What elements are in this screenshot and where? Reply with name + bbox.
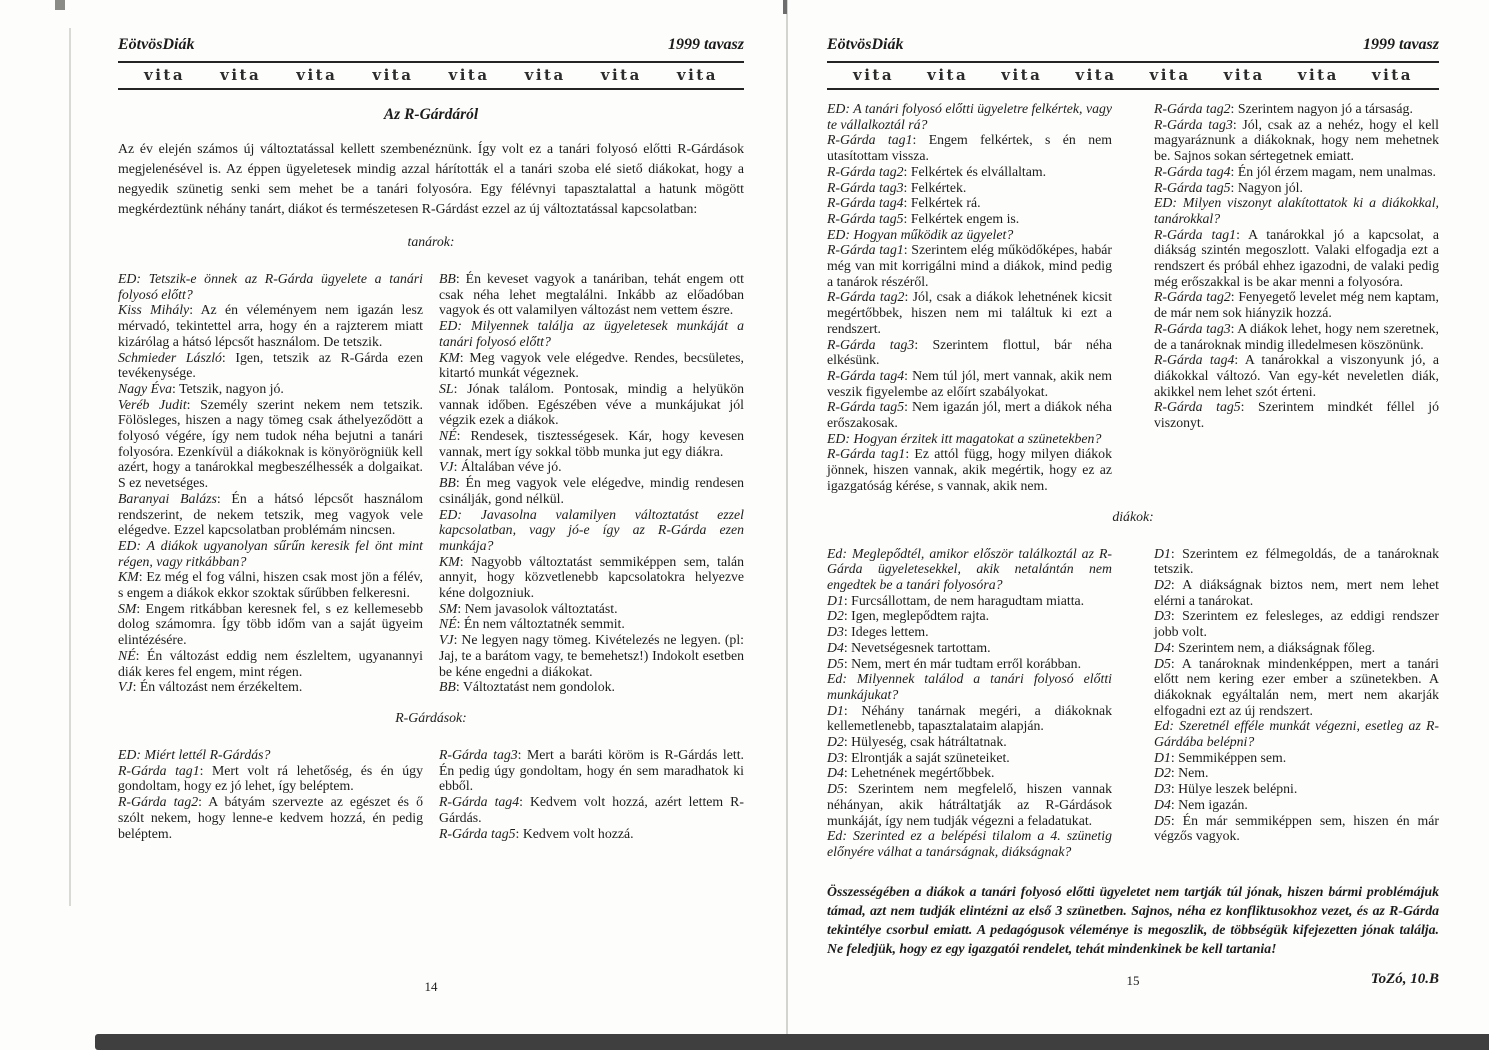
vita-banner-word: vita [1223,66,1265,84]
speaker-name: KM [439,349,460,365]
answer-paragraph: Kiss Mihály: Az én véleményem nem igazán lesz mérvadó, tekintettel arra, hogy én a rajzterem miatt kizárólag a hátsó lépcsőt használom. De tetszik. [118,302,423,349]
speaker-name: R-Gárda tag4 [827,195,904,211]
speaker-name: R-Gárda tag4 [439,794,520,810]
answer-paragraph: R-Gárda tag5: Nem igazán jól, mert a diákok néha erőszakosak. [827,399,1112,431]
speaker-name: D3 [1154,608,1171,624]
rgarda-column-2 [1154,101,1439,494]
speaker-name: BB [439,271,456,286]
vita-banner-word: vita [600,66,642,84]
speaker-name: ED [1154,195,1173,211]
answer-paragraph: R-Gárda tag1: Ez attól függ, hogy milyen diákok jönnek, hiszen vannak, akik megértik, hogy ez az igazgatóság kérése, s vannak, akik nem. [827,446,1112,493]
answer-paragraph: D4: Nevetségesnek tartottam. [827,639,991,655]
vita-banner-word: vita [296,66,338,84]
vita-banner-word: vita [1297,66,1339,84]
page-gutter-tick [783,0,787,14]
answer-paragraph: Nagy Éva: Tetszik, nagyon jó. [118,380,284,396]
question-paragraph: ED: Milyennek találja az ügyeletesek munkáját a tanári folyosó előtt? [439,318,744,349]
question-paragraph: ED: Hogyan érzitek itt magatokat a szünetekben? [827,430,1102,446]
answer-paragraph: D1: Szerintem ez félmegoldás, de a tanároknak tetszik. [1154,545,1439,577]
page-header [118,36,744,54]
vita-banner-word: vita [1075,66,1117,84]
answer-paragraph: BB: Változtatást nem gondolok. [439,679,616,695]
answer-paragraph: VJ: Ne legyen nagy tömeg. Kivételezés ne legyen. (pl: Jaj, te a barátom vagy, te bemehetsz!) Indokolt esetben be kéne engedni a diákokat. [439,632,744,679]
speaker-name: D5 [1154,812,1171,828]
answer-paragraph: D2: Hülyeség, csak hátráltatnak. [827,734,1007,750]
vita-banner-word: vita [1001,66,1043,84]
answer-paragraph: D5: A tanároknak mindenképpen, mert a tanári előtt nem kering ezer ember a szünetekben. A diákoknak egyáltalán nem, mert nem akarják elfogadni ezt az új rendszert. [1154,655,1439,718]
speaker-name: R-Gárda tag4 [1154,352,1235,368]
vita-banner-word: vita [1371,66,1413,84]
speaker-name: R-Gárda tag3 [1154,320,1231,336]
speaker-name: ED [118,746,137,762]
speaker-name: ED [439,506,458,522]
speaker-name: R-Gárda tag1 [827,132,913,148]
answer-paragraph: D4: Szerintem nem, a diákságnak főleg. [1154,639,1376,655]
answer-paragraph: D3: Hülye leszek belépni. [1154,781,1298,797]
speaker-name: D2 [1154,765,1171,781]
speaker-name: NÉ [439,428,457,444]
speaker-name: D4 [827,639,844,655]
page-gutter-line [786,0,788,1034]
speaker-name: BB [439,475,456,491]
answer-paragraph: D3: Ideges lettem. [827,624,929,640]
answer-paragraph: R-Gárda tag2: A bátyám szervezte az egészet és ő szólt nekem, hogy lenne-e kedvem hozzá, én pedig beléptem. [118,794,423,841]
speaker-name: R-Gárda tag5 [439,825,516,841]
speaker-name: D3 [827,624,844,640]
answer-paragraph: R-Gárda tag2: Fenyegető levelet még nem kaptam, de már nem sok hiányzik hozzá. [1154,289,1439,321]
answer-paragraph: R-Gárda tag3: Jól, csak az a nehéz, hogy el kell magyaráznunk a diákoknak, hogy nem mehetnek be. Sajnos sokan sértegetnek emiatt. [1154,116,1439,164]
speaker-name: BB [439,679,456,695]
speaker-name: R-Gárda tag5 [827,399,905,415]
students-columns [827,546,1439,860]
vita-banner-word: vita [676,66,718,84]
article-title: Az R-Gárdáról [383,106,479,123]
students-column-1 [827,546,1112,860]
answer-paragraph: R-Gárda tag5: Nagyon jól. [1154,179,1303,195]
answer-paragraph: D2: Igen, meglepődtem rajta. [827,608,990,624]
speaker-name: R-Gárda tag1 [827,446,906,462]
answer-paragraph: R-Gárda tag3: Mert a baráti köröm is R-Gárdás lett. Én pedig úgy gondoltam, hogy én sem maradhatok ki ebből. [439,746,744,794]
answer-paragraph: VJ: Én változást nem érzékeltem. [118,679,303,695]
speaker-name: R-Gárda tag5 [827,210,904,226]
speaker-name: D4 [1154,639,1171,655]
speaker-name: Ed [1154,718,1170,734]
question-paragraph: Ed: Milyennek találod a tanári folyosó előtti munkájukat? [827,671,1112,702]
answer-paragraph: SL: Jónak találom. Pontosak, mindig a helyükön vannak időben. Egészében véve a munkájukat jól végzik ezek a diákok. [439,380,744,428]
answer-paragraph: NÉ: Én nem változtatnék semmit. [439,616,625,632]
speaker-name: D5 [827,781,844,797]
speaker-name: NÉ [439,616,457,632]
speaker-name: R-Gárda tag1 [827,242,904,258]
answer-paragraph: R-Gárda tag5: Kedvem volt hozzá. [439,825,634,841]
vita-banner [827,61,1439,90]
answer-paragraph: R-Gárda tag1: Engem felkértek, s én nem utasítottam vissza. [827,132,1112,164]
speaker-name: R-Gárda tag2 [1154,289,1231,305]
answer-paragraph: Veréb Judit: Személy szerint nekem nem tetszik. Fölösleges, hiszen a nagy tömeg csak áthelyeződött a folyosó végére, így nem tudok néha bejutni a tanári folyosóra. Ezenkívül a diákoknak is könyörögniük kell azért, hogy a tanárokkal megbeszélhessék a dolgaikat. S ez nevetséges. [118,396,424,491]
speaker-name: SL [439,380,454,396]
answer-paragraph: BB: Én meg vagyok vele elégedve, mindig rendesen csinálják, gond nélkül. [439,475,744,506]
question-paragraph: Ed: Szeretnél efféle munkát végezni, esetleg az R-Gárdába belépni? [1154,718,1439,750]
answer-paragraph: R-Gárda tag1: Mert volt rá lehetőség, és én úgy gondoltam, hogy ez jó lehet, így beléptem. [118,762,423,794]
vita-banner-word: vita [853,66,895,84]
section-heading-rgardasok: R-Gárdások: [395,709,467,725]
issue-date: 1999 tavasz [668,36,744,53]
speaker-name: KM [118,569,139,585]
rgarda-column-2 [439,747,744,841]
speaker-name: ED [827,430,846,446]
vita-banner-word: vita [448,66,490,84]
intro-paragraph: Az év elején számos új változtatással kellett szembenéznünk. Így volt ez a tanári folyosó előtti R-Gárdások megjelenésével is. Az éppen ügyeletesek mindig azzal hárították el a tanári szoba elé siető diákokat, hogy a negyedik szünetig senki sem mehet be a tanári folyosóra. Egy félévnyi tapasztalattal a hatunk mögött megkérdeztünk néhány tanárt, diákot és természetesen R-Gárdást ezzel az új változtatással kapcsolatban: [118,141,744,216]
answer-paragraph: R-Gárda tag2: Felkértek és elvállaltam. [827,163,1047,179]
speaker-name: R-Gárda tag5 [1154,399,1241,415]
speaker-name: Nagy Éva [118,380,173,396]
vita-banner-word: vita [372,66,414,84]
speaker-name: KM [439,553,460,569]
answer-paragraph: R-Gárda tag1: Szerintem elég működőképes, habár még van mit korrigálni mind a diákok, mind pedig a tanárok részéről. [827,242,1112,289]
rgarda-column-1 [827,101,1112,494]
answer-paragraph: R-Gárda tag4: Én jól érzem magam, nem unalmas. [1154,163,1436,179]
answer-paragraph: R-Gárda tag4: Nem túl jól, mert vannak, akik nem veszik figyelembe az előírt szabályokat. [827,367,1112,399]
speaker-name: ED [118,537,137,553]
speaker-name: R-Gárda tag2 [118,794,199,810]
speaker-name: R-Gárda tag3 [439,746,518,762]
page-number-14: 14 [424,979,438,994]
closing-paragraph: Összességében a diákok a tanári folyosó előtti ügyeletet nem tartják túl jónak, hiszen bármi problémájuk támad, azt nem tudják elintézni az első 3 szünetben. Sajnos, néha ez konfliktusokhoz vezet, és az R-Gárda tekintélye csorbul emiatt. A pedagógusok véleménye is megoszlik, de többségük kifejezetten jónak találja. Ne feledjük, hogy ez egy igazgatói rendelet, tehát mindenkinek be kell tartania! [827,883,1439,956]
rgarda-column-1 [118,747,423,841]
speaker-name: D2 [1154,576,1171,592]
answer-paragraph: D2: Nem. [1154,765,1209,781]
speaker-name: D1 [827,702,844,718]
students-column-2 [1154,546,1439,860]
answer-paragraph: R-Gárda tag4: Felkértek rá. [827,195,981,211]
answer-paragraph: R-Gárda tag2: Jól, csak a diákok lehetnének kicsit megértőbbek, hiszen nem mi találtuk ki ezt a rendszert. [827,289,1112,336]
speaker-name: ED [827,226,846,242]
answer-paragraph: R-Gárda tag4: A tanárokkal a viszonyunk jó, a diákokkal változó. Van egy-két neveletlen diák, akikkel nem lehet szót érteni. [1154,352,1439,399]
question-paragraph: ED: Tetszik-e önnek az R-Gárda ügyelete a tanári folyosó előtt? [118,271,423,302]
answer-paragraph: R-Gárda tag3: A diákok lehet, hogy nem szeretnek, de a tanároknak mindig illedelmesen köszönünk. [1154,320,1439,352]
rgarda-columns [118,747,744,841]
question-paragraph: ED: Javasolna valamilyen változtatást ezzel kapcsolatban, vagy jó-e így az R-Gárda ezen munkája? [439,506,744,553]
speaker-name: VJ [439,459,454,475]
answer-paragraph: D3: Elrontják a saját szüneteiket. [827,749,1010,765]
answer-paragraph: D1: Furcsállottam, de nem haragudtam miatta. [827,592,1085,608]
speaker-name: ED [439,318,458,334]
answer-paragraph: R-Gárda tag3: Szerintem flottul, bár néha elkésünk. [827,336,1112,368]
vita-banner-word: vita [1149,66,1191,84]
speaker-name: D1 [1154,545,1171,561]
answer-paragraph: R-Gárda tag5: Felkértek engem is. [827,210,1020,226]
answer-paragraph: KM: Nagyobb változtatást semmiképpen sem, talán annyit, hogy közvetlenebb kapcsolatokra helyezve kéne dolgozniuk. [439,553,744,601]
speaker-name: R-Gárda tag1 [118,762,200,778]
speaker-name: D1 [827,592,844,608]
question-paragraph: Ed: Meglepődtél, amikor először találkoztál az R-Gárda ügyeletesekkel, akik netalántán nem engedtek be a tanári folyosóra? [827,545,1112,592]
section-heading-diakok: diákok: [1112,508,1154,524]
speaker-name: R-Gárda tag1 [1154,226,1237,242]
answer-paragraph: D2: A diákságnak biztos nem, mert nem lehet elérni a tanárokat. [1154,576,1439,608]
answer-paragraph: D4: Lehetnének megértőbbek. [827,765,995,781]
answer-paragraph: SM: Nem javasolok változtatást. [439,600,618,616]
speaker-name: R-Gárda tag2 [827,163,904,179]
question-paragraph: ED: A tanári folyosó előtti ügyeletre felkértek, vagy te vállalkoztál rá? [827,101,1112,132]
speaker-name: VJ [118,679,133,695]
speaker-name: D3 [827,749,844,765]
answer-paragraph: VJ: Általában véve jó. [439,459,562,475]
answer-paragraph: R-Gárda tag5: Szerintem mindkét féllel jó viszonyt. [1154,399,1439,431]
speaker-name: VJ [439,632,454,648]
answer-paragraph: NÉ: Én változást eddig nem észleltem, ugyanannyi diák keres fel engem, mint régen. [118,647,423,679]
answer-paragraph: R-Gárda tag4: Kedvem volt hozzá, azért lettem R-Gárdás. [439,794,744,825]
speaker-name: D2 [827,608,844,624]
page-15 [827,36,1439,1026]
speaker-name: Ed [827,545,843,561]
speaker-name: R-Gárda tag3 [827,336,915,352]
speaker-name: Veréb Judit [118,396,187,412]
speaker-name: ED [827,101,846,116]
speaker-name: R-Gárda tag2 [827,289,905,305]
speaker-name: ED [118,271,137,286]
answer-paragraph: KM: Ez még el fog válni, hiszen csak most jön a félév, s engem a diákok ekkor szoktak sűrűbben felkeresni. [118,569,423,601]
speaker-name: D2 [827,734,844,750]
speaker-name: R-Gárda tag4 [1154,163,1231,179]
vita-banner [118,61,744,90]
scan-corner-mark [55,0,65,10]
author-signature: ToZó, 10.B [1370,970,1439,987]
masthead: EötvösDiák [118,36,195,53]
speaker-name: SM [118,600,137,616]
vita-banner-word: vita [144,66,186,84]
answer-paragraph: R-Gárda tag1: A tanárokkal jó a kapcsolat, a diákság szintén megoszlott. Valaki elfogadja ezt a rendszert és próbál ehhez igazodni, de valaki pedig még erőszakkal is be akar menni a folyosóra. [1154,226,1439,289]
answer-paragraph: SM: Engem ritkábban keresnek fel, s ez kellemesebb dolog számomra. Így több időm van a saját ügyeim elintézésére. [118,600,423,648]
answer-paragraph: Schmieder László: Igen, tetszik az R-Gárda ezen tevékenysége. [118,349,423,381]
answer-paragraph: BB: Én keveset vagyok a tanáriban, tehát engem ott csak néha lehet megtalálni. Inkább az előadóban vagyok és ott valamilyen változást nem vettem észre. [439,271,744,318]
speaker-name: Kiss Mihály [118,302,190,318]
speaker-name: R-Gárda tag5 [1154,179,1231,195]
answer-paragraph: D5: Szerintem nem megfelelő, hiszen vannak néhányan, akik hátráltatják az R-Gárdások munkáját, így nem tudják végezni a feladatukat. [827,781,1112,828]
answer-paragraph: D4: Nem igazán. [1154,796,1248,812]
answer-paragraph: R-Gárda tag2: Szerintem nagyon jó a társaság. [1154,101,1413,116]
question-paragraph: ED: Hogyan működik az ügyelet? [827,226,1014,242]
speaker-name: Ed [827,828,843,844]
speaker-name: D4 [827,765,844,781]
teachers-column-1 [118,271,423,695]
vita-banner-word: vita [927,66,969,84]
speaker-name: D3 [1154,781,1171,797]
teachers-column-2 [439,271,744,695]
speaker-name: Baranyai Balázs [118,490,217,506]
answer-paragraph: D3: Szerintem ez felesleges, az eddigi rendszer jobb volt. [1154,608,1439,640]
section-heading-tanarok: tanárok: [407,234,455,249]
speaker-name: D5 [827,655,844,671]
answer-paragraph: D1: Semmiképpen sem. [1154,749,1287,765]
vita-banner-word: vita [524,66,566,84]
answer-paragraph: D1: Néhány tanárnak megéri, a diákoknak kellemetlenebb, tapasztalataim alapján. [827,702,1112,734]
speaker-name: D1 [1154,749,1171,765]
page-number-15: 15 [1126,973,1140,988]
speaker-name: R-Gárda tag3 [827,179,904,195]
speaker-name: R-Gárda tag3 [1154,116,1233,132]
issue-date: 1999 tavasz [1363,36,1439,53]
speaker-name: SM [439,600,458,616]
question-paragraph: ED: A diákok ugyanolyan sűrűn keresik fel önt mint régen, vagy ritkábban? [118,537,423,569]
scan-bottom-shadow [95,1034,1489,1050]
answer-paragraph: D5: Én már semmiképpen sem, hiszen én már végzős vagyok. [1154,812,1439,844]
speaker-name: D5 [1154,655,1171,671]
scan-fold-line [69,28,71,906]
speaker-name: R-Gárda tag4 [827,367,905,383]
page-header [827,36,1439,54]
speaker-name: R-Gárda tag2 [1154,101,1231,116]
question-paragraph: ED: Miért lettél R-Gárdás? [118,746,271,762]
answer-paragraph: R-Gárda tag3: Felkértek. [827,179,967,195]
rgarda-columns-continued [827,101,1439,494]
answer-paragraph: KM: Meg vagyok vele elégedve. Rendes, becsületes, kitartó munkát végeznek. [439,349,744,381]
answer-paragraph: D5: Nem, mert én már tudtam erről korábban. [827,655,1082,671]
answer-paragraph: NÉ: Rendesek, tisztességesek. Kár, hogy kevesen vannak, mert így sokkal több munka jut egy diákra. [439,428,744,459]
question-paragraph: Ed: Szerinted ez a belépési tilalom a 4. szünetig előnyére válhat a tanárságnak, diákságnak? [827,828,1112,859]
answer-paragraph: Baranyai Balázs: Én a hátsó lépcsőt használom rendszerint, de nekem tetszik, meg vagyok vele elégedve. Ezzel kapcsolatban problémám nincsen. [118,490,424,538]
vita-banner-word: vita [220,66,262,84]
masthead: EötvösDiák [827,36,904,53]
teachers-columns [118,271,744,695]
page-14 [118,36,744,1026]
speaker-name: NÉ [118,647,136,663]
speaker-name: Schmieder László [118,349,222,365]
speaker-name: D4 [1154,796,1171,812]
question-paragraph: ED: Milyen viszonyt alakítottatok ki a diákokkal, tanárokkal? [1154,195,1439,226]
speaker-name: Ed [827,671,843,687]
